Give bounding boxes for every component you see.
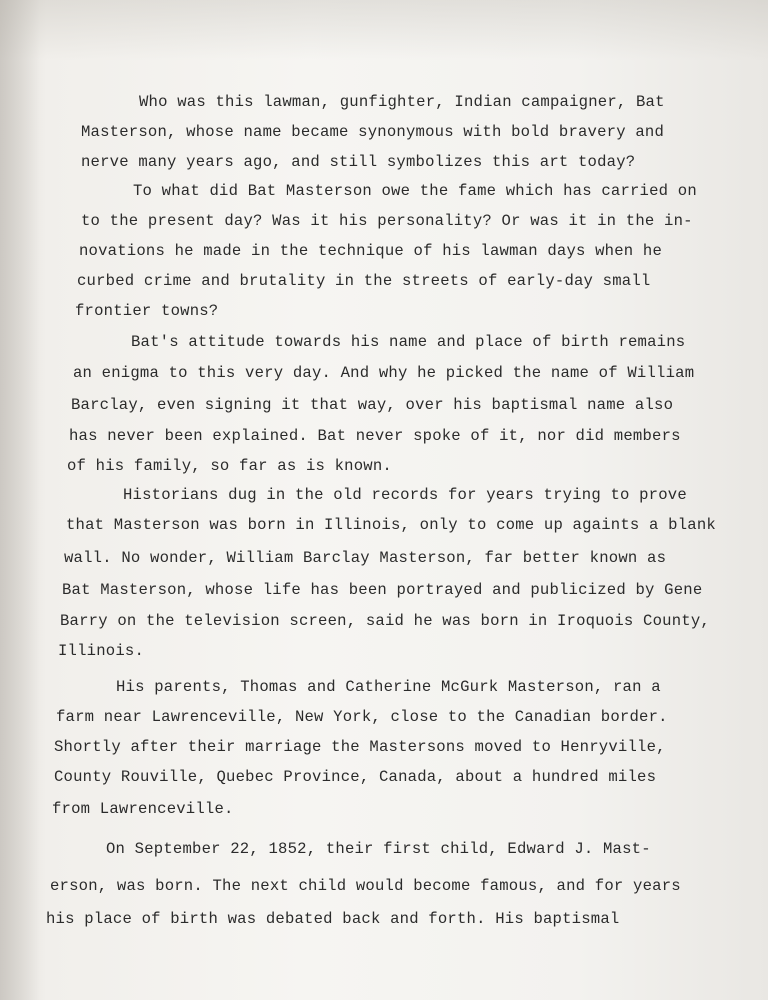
text-line: his place of birth was debated back and forth. His baptismal <box>46 910 620 928</box>
text-line: has never been explained. Bat never spoke of it, nor did members <box>69 427 681 445</box>
text-line: frontier towns? <box>75 302 219 320</box>
text-line: Bat Masterson, whose life has been portrayed and publicized by Gene <box>62 581 703 599</box>
text-line: wall. No wonder, William Barclay Masterson, far better known as <box>64 549 667 567</box>
text-line: On September 22, 1852, their first child, Edward J. Mast- <box>106 840 651 858</box>
text-line: an enigma to this very day. And why he picked the name of William <box>73 364 695 382</box>
text-line: curbed crime and brutality in the streets of early-day small <box>77 272 651 290</box>
text-line: Shortly after their marriage the Mastersons moved to Henryville, <box>54 738 666 756</box>
text-line: Masterson, whose name became synonymous with bold bravery and <box>81 123 665 141</box>
text-line: To what did Bat Masterson owe the fame which has carried on <box>133 182 697 200</box>
text-line: Barclay, even signing it that way, over his baptismal name also <box>71 396 674 414</box>
text-line: Historians dug in the old records for years trying to prove <box>123 486 687 504</box>
text-line: novations he made in the technique of his lawman days when he <box>79 242 663 260</box>
text-line: Bat's attitude towards his name and place of birth remains <box>131 333 686 351</box>
text-line: nerve many years ago, and still symbolizes this art today? <box>81 153 636 171</box>
text-line: Barry on the television screen, said he was born in Iroquois County, <box>60 612 710 630</box>
text-line: that Masterson was born in Illinois, only to come up againts a blank <box>66 516 716 534</box>
text-line: from Lawrenceville. <box>52 800 234 818</box>
page-shadow-left <box>0 0 40 1000</box>
text-line: of his family, so far as is known. <box>67 457 392 475</box>
text-line: Illinois. <box>58 642 145 660</box>
page-shadow-top <box>0 0 768 60</box>
text-line: farm near Lawrenceville, New York, close to the Canadian border. <box>56 708 668 726</box>
text-line: to the present day? Was it his personality? Or was it in the in- <box>81 212 693 230</box>
text-line: erson, was born. The next child would become famous, and for years <box>50 877 681 895</box>
text-line: Who was this lawman, gunfighter, Indian campaigner, Bat <box>139 93 665 111</box>
text-line: His parents, Thomas and Catherine McGurk Masterson, ran a <box>116 678 661 696</box>
text-line: County Rouville, Quebec Province, Canada, about a hundred miles <box>54 768 657 786</box>
